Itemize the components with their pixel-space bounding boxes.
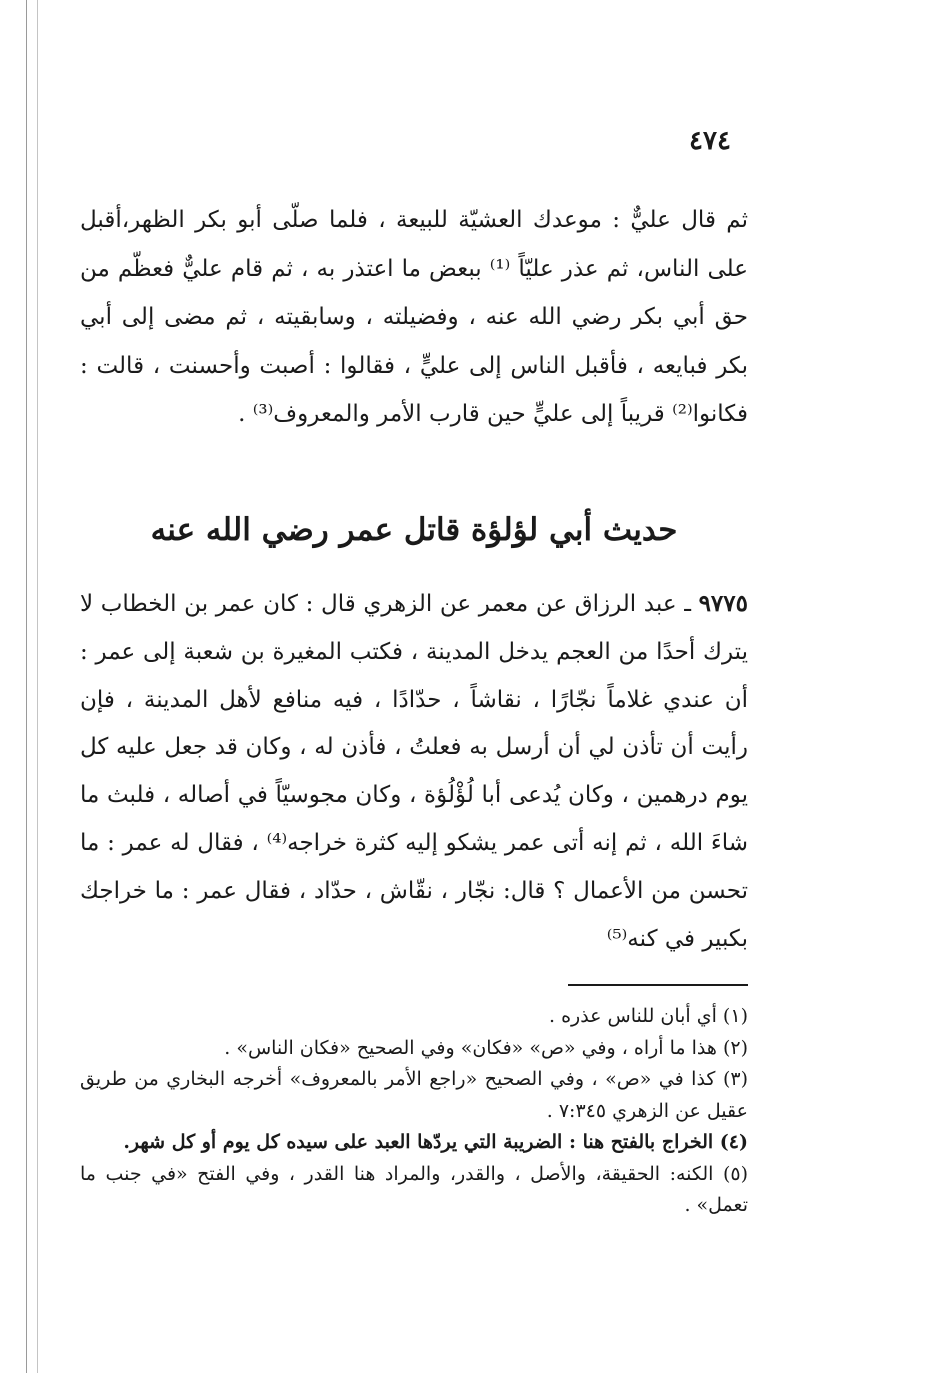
- footnote-5: (٥) الكنه: الحقيقة، والأصل ، والقدر، والمراد هنا القدر ، وفي الفتح «في جنب ما تعمل» .: [80, 1162, 748, 1216]
- page-gutter-line-inner: [37, 0, 38, 1373]
- footnote-2: (٢) هذا ما أراه ، وفي «ص» «فكان» وفي الصحيح «فكان الناس» .: [224, 1036, 748, 1059]
- footnote-4: (٤) الخراج بالفتح هنا : الضريبة التي يردّها العبد على سيده كل يوم أو كل شهر.: [123, 1131, 748, 1153]
- footnote-separator: [568, 984, 748, 986]
- page-number: ٤٧٤: [689, 126, 731, 156]
- hadith-paragraph-text: [80, 580, 748, 963]
- footnote-3: (٣) كذا في «ص» ، وفي الصحيح «راجع الأمر بالمعروف» أخرجه البخاري من طريق عقيل عن الزهري ٧:٣٤٥ .: [80, 1068, 748, 1122]
- footnote-1: (١) أي أبان للناس عذره .: [549, 1005, 748, 1027]
- page-gutter-line: [26, 0, 27, 1373]
- hadith-paragraph: [80, 580, 748, 963]
- intro-paragraph: [80, 196, 748, 439]
- intro-paragraph-text: ثم قال عليٌّ : موعدك العشيّة للبيعة ، فلما صلّى أبو بكر الظهر،أقبل على الناس، ثم عذر عليّاً ⁽¹⁾ ببعض ما اعتذر به ، ثم قام عليٌّ فعظّم من حق أبي بكر رضي الله عنه ، وفضيلته ، وسابقيته ، ثم مضى إلى أبي بكر فبايعه ، فأقبل الناس إلى عليٍّ ، فقالوا : أصبت وأحسنت ، قالت : فكانوا⁽²⁾ قريباً إلى عليٍّ حين قارب الأمر والمعروف⁽³⁾ .: [80, 207, 748, 427]
- hadith-text: ـ عبد الرزاق عن معمر عن الزهري قال : كان عمر بن الخطاب لا يترك أحدًا من العجم يدخل المدينة ، فكتب المغيرة بن شعبة إلى عمر : أن عندي غلاماً نجّارًا ، نقاشاً ، حدّادًا ، فيه منافع لأهل المدينة ، فإن رأيت أن تأذن لي أن أرسل به فعلتُ ، فأذن له ، وكان قد جعل عليه كل يوم درهمين ، وكان يُدعى أبا لُؤْلُؤة ، وكان مجوسيّاً في أصاله ، فلبث ما شاءَ الله ، ثم إنه أتى عمر يشكو إليه كثرة خراجه⁽⁴⁾ ، فقال له عمر : ما تحسن من الأعمال ؟ قال: نجّار ، نقّاش ، حدّاد ، فقال عمر : ما خراجك بكبير في كنه⁽⁵⁾: [80, 591, 748, 952]
- section-heading: حديث أبي لؤلؤة قاتل عمر رضي الله عنه: [150, 512, 678, 548]
- hadith-number: ٩٧٧٥: [698, 590, 748, 617]
- footnotes: [80, 1001, 748, 1222]
